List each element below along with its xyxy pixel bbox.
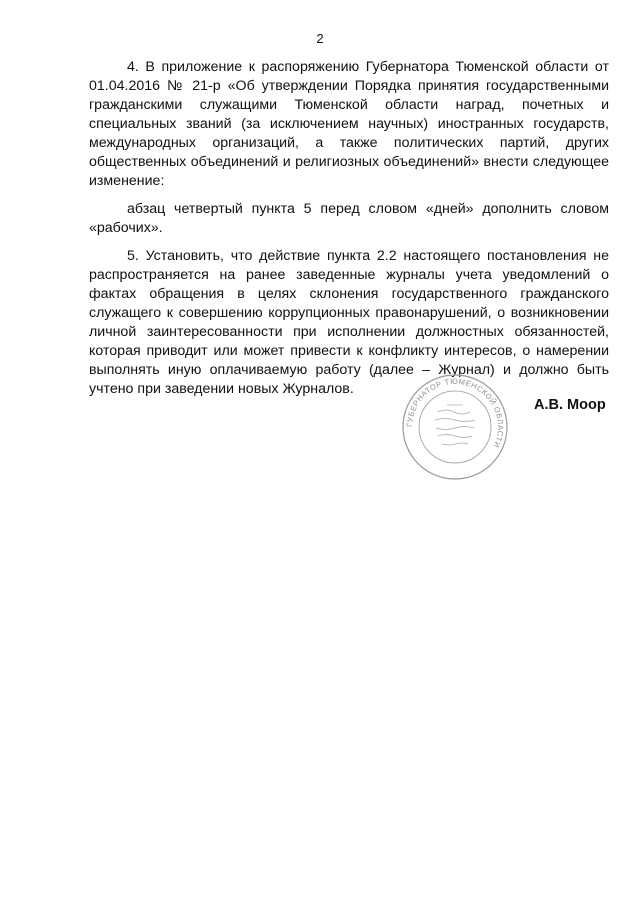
signatory-name: А.В. Моор [534, 397, 606, 413]
page-number: 2 [316, 31, 324, 46]
official-seal-icon [400, 372, 510, 482]
seal-ring-text: ГУБЕРНАТОР ТЮМЕНСКОЙ ОБЛАСТИ [404, 376, 506, 450]
document-body [89, 58, 609, 408]
paragraph-item-4: 4. В приложение к распоряжению Губернатора Тюменской области от 01.04.2016 № 21-р «Об утверждении Порядка принятия государственными гражданскими служащими Тюменской области наград, почетных и специальных званий (за исключением научных) иностранных государств, международных организаций, а также политических партий, других общественных объединений и религиозных объединений» внести следующее изменение: [89, 59, 609, 189]
paragraph-amendment: абзац четвертый пункта 5 перед словом «дней» дополнить словом «рабочих». [89, 201, 609, 236]
paragraph-item-5: 5. Установить, что действие пункта 2.2 настоящего постановления не распространяется на ранее заведенные журналы учета уведомлений о фактах обращения в целях склонения государственного гражданского служащего к совершению коррупционных правонарушений, о возникновении личной заинтересованности при исполнении должностных обязанностей, которая приводит или может привести к конфликту интересов, о намерении выполнять иную оплачиваемую работу (далее – Журнал) и должно быть учтено при заведении новых Журналов. [89, 248, 609, 397]
